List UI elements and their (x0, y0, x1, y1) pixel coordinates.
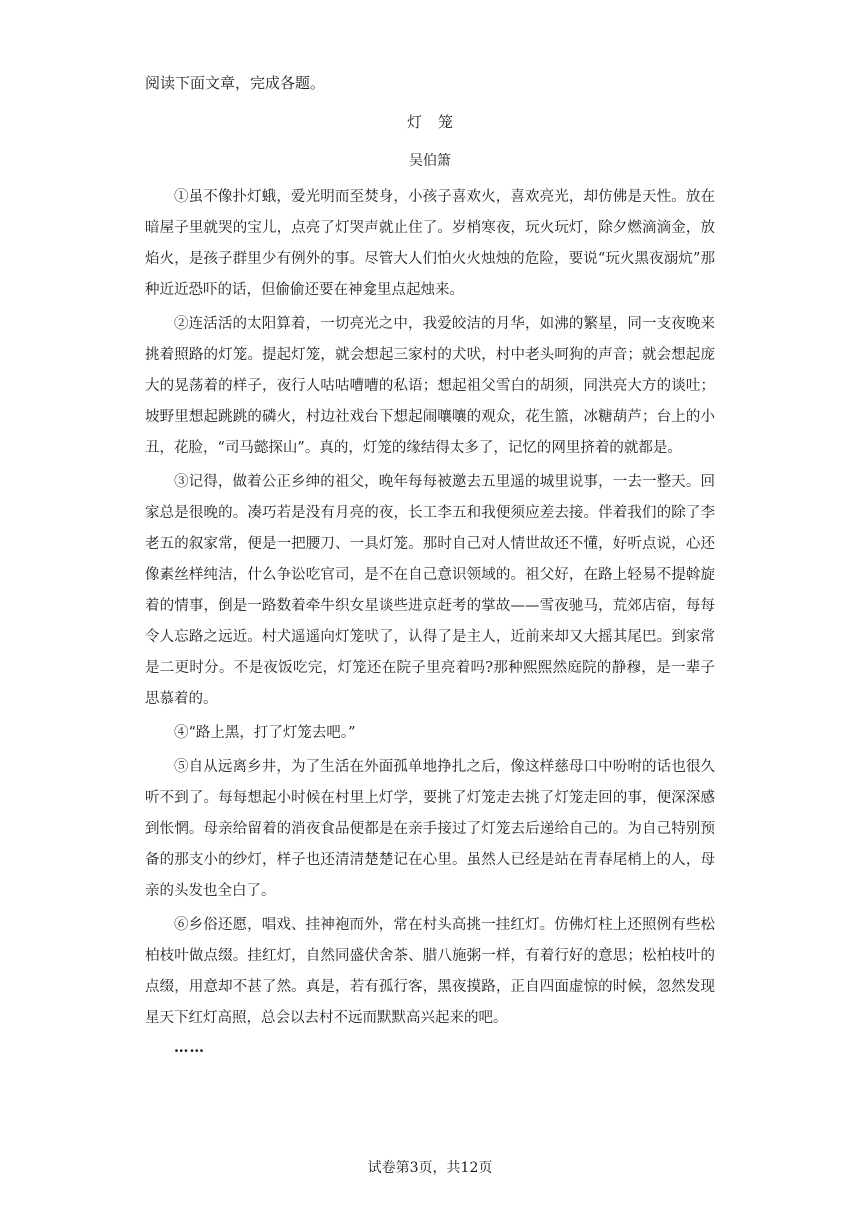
page-footer: 试卷第3页，共12页 (367, 1160, 493, 1176)
article-title: 灯笼 (406, 113, 469, 131)
paragraph-4: ④“路上黑，打了灯笼去吧。” (174, 725, 356, 741)
paragraph-1: ①虽不像扑灯蛾，爱光明而至焚身，小孩子喜欢火，喜欢亮光，却仿佛是天性。放在暗屋子里就哭的宝儿，点亮了灯哭声就止住了。岁梢寒夜，玩火玩灯，除夕燃滴滴金，放焰火，是孩子群里少有例外的事。尽管大人们怕火火烛烛的危险，要说“玩火黑夜溺炕”那种近近恐吓的话，但偷偷还要在神龛里点起烛来。 (145, 189, 715, 298)
paragraph-6: ⑥乡俗还愿，唱戏、挂神袍而外，常在村头高挑一挂红灯。仿佛灯柱上还照例有些松柏枝叶做点缀。挂红灯，自然同盛伏舍茶、腊八施粥一样，有着行好的意思；松柏枝叶的点缀，用意却不甚了然。真是，若有孤行客，黑夜摸路，正自四面虚惊的时候，忽然发现星天下红灯高照，总会以去村不远而默默高兴起来的吧。 (145, 917, 715, 1026)
article-body (145, 182, 715, 1059)
reading-instruction: 阅读下面文章，完成各题。 (145, 74, 326, 92)
paragraph-5: ⑤自从远离乡井，为了生活在外面孤单地挣扎之后，像这样慈母口中吩咐的话也很久听不到了。每每想起小时候在村里上灯学，要挑了灯笼走去挑了灯笼走回的事，便深深感到怅惘。母亲给留着的消夜食品便都是在亲手接过了灯笼去后递给自己的。为自己特别预备的那支小的纱灯，样子也还清清楚楚记在心里。虽然人已经是站在青春尾梢上的人，母亲的头发也全白了。 (145, 759, 715, 899)
paragraph-2: ②连活活的太阳算着，一切亮光之中，我爱皎洁的月华，如沸的繁星，同一支夜晚来挑着照路的灯笼。提起灯笼，就会想起三家村的犬吠，村中老头呵狗的声音；就会想起庞大的晃荡着的样子，夜行人咕咕嘈嘈的私语；想起祖父雪白的胡须，同洪亮大方的谈吐；坡野里想起跳跳的磷火，村边社戏台下想起闹嚷嚷的观众，花生篮，冰糖葫芦；台上的小丑，花脸，“司马懿探山”。真的，灯笼的缘结得太多了，记忆的网里挤着的就都是。 (145, 316, 715, 456)
article-ellipsis: …… (174, 1039, 205, 1056)
article-author: 吴伯箫 (409, 153, 451, 169)
paragraph-3: ③记得，做着公正乡绅的祖父，晚年每每被邀去五里遥的城里说事，一去一整天。回家总是很晚的。凑巧若是没有月亮的夜，长工李五和我便须应差去接。伴着我们的除了李老五的叙家常，便是一把腰刀、一具灯笼。那时自己对人情世故还不懂，好听点说，心还像素丝样纯洁，什么争讼吃官司，是不在自己意识领域的。祖父好，在路上轻易不提斡旋着的情事，倒是一路数着牵牛织女星谈些进京赶考的掌故——雪夜驰马，荒郊店宿，每每令人忘路之远近。村犬遥遥向灯笼吠了，认得了是主人，近前来却又大摇其尾巴。到家常是二更时分。不是夜饭吃完，灯笼还在院子里亮着吗?那种熙熙然庭院的静穆，是一辈子思慕着的。 (145, 474, 715, 707)
